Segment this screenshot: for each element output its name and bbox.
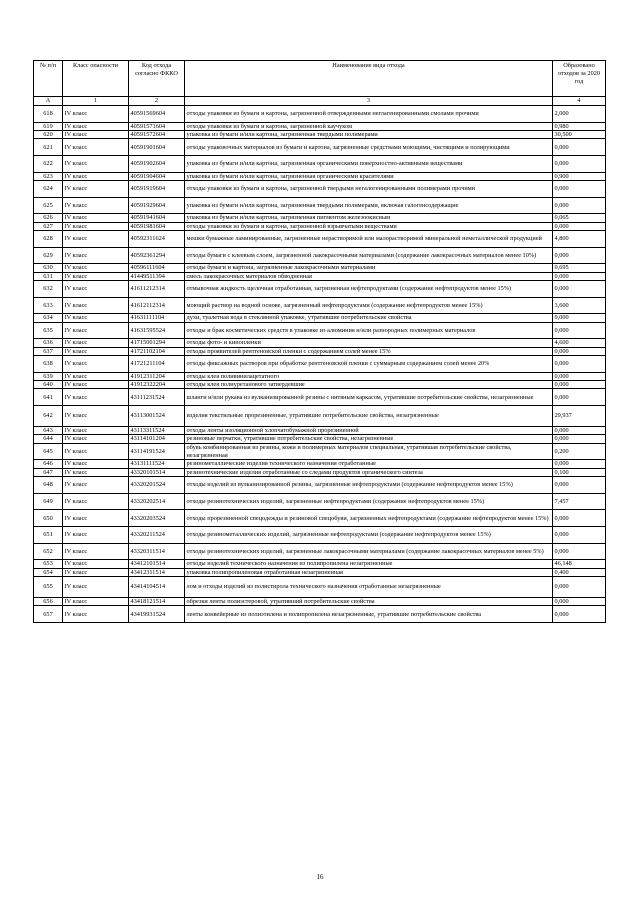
row-number: 635 <box>34 322 63 339</box>
hazard-class: IV класс <box>63 339 129 347</box>
hazard-class: IV класс <box>63 264 129 272</box>
table-row <box>34 543 606 560</box>
hazard-class: IV класс <box>63 543 129 560</box>
generated-amount: 0,000 <box>553 389 606 406</box>
row-number: 656 <box>34 598 63 606</box>
waste-name: отмывочная жидкость щелочная отработанная, загрязненная нефтепродуктами (содержание нефтепродуктов менее 15%) <box>185 281 553 298</box>
waste-name: отходы ленты изоляционной хлопчатобумажной прорезиненной <box>185 427 553 435</box>
table-row <box>34 493 606 510</box>
hazard-class: IV класс <box>63 172 129 180</box>
waste-name: моющий раствор на водной основе, загрязненный нефтепродуктами (содержание нефтепродуктов менее 15%) <box>185 297 553 314</box>
table-row <box>34 527 606 544</box>
generated-amount: 0,000 <box>553 510 606 527</box>
row-number: 639 <box>34 372 63 380</box>
generated-amount: 0,000 <box>553 356 606 373</box>
hazard-class: IV класс <box>63 181 129 198</box>
row-number: 637 <box>34 347 63 355</box>
waste-name: отходы упаковки из бумаги и картона, загрязненной твердыми негалогенированными полимерами прочими <box>185 181 553 198</box>
hazard-class: IV класс <box>63 347 129 355</box>
waste-code: 43114191524 <box>129 443 185 460</box>
hazard-class: IV класс <box>63 443 129 460</box>
table-row <box>34 339 606 347</box>
waste-name: отходы резинометаллических изделий, загрязненные нефтепродуктами (содержание нефтепродуктов менее 15%) <box>185 527 553 544</box>
column-index: А <box>34 97 63 106</box>
waste-name: отходы и брак косметических средств в упаковке из алюминия и/или разнородных полимерных материалов <box>185 322 553 339</box>
row-number: 631 <box>34 272 63 280</box>
waste-name: отходы упаковки из бумаги и картона, загрязненной каучуком <box>185 122 553 130</box>
table-row <box>34 156 606 173</box>
generated-amount: 0,900 <box>553 172 606 180</box>
waste-code: 41612112314 <box>129 297 185 314</box>
waste-name: отходы резинотехнических изделий, загрязненные нефтепродуктами (содержание нефтепродуктов менее 15%) <box>185 493 553 510</box>
row-number: 641 <box>34 389 63 406</box>
row-number: 620 <box>34 131 63 139</box>
table-row <box>34 598 606 606</box>
generated-amount: 0,100 <box>553 468 606 476</box>
row-number: 628 <box>34 231 63 248</box>
table-row <box>34 460 606 468</box>
generated-amount: 0,000 <box>553 281 606 298</box>
waste-code: 41721102104 <box>129 347 185 355</box>
row-number: 655 <box>34 577 63 598</box>
header-waste-name: Наименование вида отхода <box>185 61 553 97</box>
row-number: 633 <box>34 297 63 314</box>
generated-amount: 0,695 <box>553 264 606 272</box>
column-index: 4 <box>553 97 606 106</box>
hazard-class: IV класс <box>63 231 129 248</box>
header-waste-code: Код отхода согласно ФККО <box>129 61 185 97</box>
table-row <box>34 122 606 130</box>
hazard-class: IV класс <box>63 477 129 494</box>
waste-name: отходы упаковки из бумаги и картона, загрязненной взрывчатыми веществами <box>185 222 553 230</box>
generated-amount: 0,000 <box>553 181 606 198</box>
row-number: 644 <box>34 435 63 443</box>
table-row <box>34 568 606 576</box>
header-number: № п/п <box>34 61 63 97</box>
waste-code: 40591901604 <box>129 139 185 156</box>
generated-amount: 2,000 <box>553 106 606 123</box>
waste-code: 43414104514 <box>129 577 185 598</box>
waste-code: 43111231524 <box>129 389 185 406</box>
waste-code: 43113311524 <box>129 427 185 435</box>
table-row <box>34 172 606 180</box>
column-index: 1 <box>63 97 129 106</box>
waste-name: обрезки ленты полиэстеровой, утративший потребительские свойства <box>185 598 553 606</box>
column-index: 3 <box>185 97 553 106</box>
row-number: 630 <box>34 264 63 272</box>
generated-amount: 0,000 <box>553 460 606 468</box>
waste-name: изделия текстильные прорезиненные, утратившие потребительские свойства, незагрязненные <box>185 406 553 427</box>
column-index: 2 <box>129 97 185 106</box>
row-number: 646 <box>34 460 63 468</box>
waste-code: 40591572604 <box>129 131 185 139</box>
row-number: 651 <box>34 527 63 544</box>
hazard-class: IV класс <box>63 527 129 544</box>
header-hazard-class: Класс опасности <box>63 61 129 97</box>
waste-code: 43320211524 <box>129 527 185 544</box>
row-number: 618 <box>34 106 63 123</box>
generated-amount: 4,800 <box>553 231 606 248</box>
generated-amount: 0,000 <box>553 477 606 494</box>
page-number: 16 <box>316 873 324 881</box>
row-number: 654 <box>34 568 63 576</box>
waste-name: упаковка из бумаги и/или картона, загрязненная твердыми полимерами <box>185 131 553 139</box>
table-row <box>34 322 606 339</box>
generated-amount: 0,000 <box>553 156 606 173</box>
waste-code: 43131111524 <box>129 460 185 468</box>
generated-amount: 0,000 <box>553 381 606 389</box>
column-index-row <box>34 97 606 106</box>
hazard-class: IV класс <box>63 214 129 222</box>
generated-amount: 0,000 <box>553 347 606 355</box>
table-row <box>34 197 606 214</box>
generated-amount: 0,000 <box>553 527 606 544</box>
waste-name: отходы бумаги и картона, загрязненные лакокрасочными материалами <box>185 264 553 272</box>
generated-amount: 0,000 <box>553 598 606 606</box>
generated-amount: 0,000 <box>553 197 606 214</box>
waste-code: 43320311514 <box>129 543 185 560</box>
waste-name: отходы фото- и кинопленки <box>185 339 553 347</box>
hazard-class: IV класс <box>63 460 129 468</box>
waste-code: 41912311204 <box>129 372 185 380</box>
table-row <box>34 214 606 222</box>
waste-code: 40591929604 <box>129 197 185 214</box>
hazard-class: IV класс <box>63 568 129 576</box>
table-row <box>34 510 606 527</box>
waste-name: отходы изделий технического назначения из полипропилена незагрязненные <box>185 560 553 568</box>
generated-amount: 0,000 <box>553 435 606 443</box>
hazard-class: IV класс <box>63 372 129 380</box>
waste-name: духи, туалетная вода в стеклянной упаковке, утратившие потребительские свойства <box>185 314 553 322</box>
hazard-class: IV класс <box>63 139 129 156</box>
generated-amount: 3,600 <box>553 297 606 314</box>
waste-code: 43320201524 <box>129 477 185 494</box>
hazard-class: IV класс <box>63 606 129 623</box>
waste-code: 40591571604 <box>129 122 185 130</box>
table-row <box>34 106 606 123</box>
waste-name: отходы прорезиненной спецодежды и резиновой спецобуви, загрязненных нефтепродуктами (содержание нефтепродуктов менее 15%) <box>185 510 553 527</box>
generated-amount: 0,000 <box>553 139 606 156</box>
table-row <box>34 443 606 460</box>
waste-code: 41715001294 <box>129 339 185 347</box>
waste-code: 43412311514 <box>129 568 185 576</box>
waste-code: 43418121514 <box>129 598 185 606</box>
hazard-class: IV класс <box>63 106 129 123</box>
waste-table <box>33 60 606 623</box>
table-row <box>34 577 606 598</box>
hazard-class: IV класс <box>63 322 129 339</box>
hazard-class: IV класс <box>63 468 129 476</box>
table-row <box>34 222 606 230</box>
waste-code: 43412101514 <box>129 560 185 568</box>
generated-amount: 0,000 <box>553 372 606 380</box>
waste-name: отходы упаковочных материалов из бумаги и картона, загрязненные средствами моющими, чистящими и полирующими <box>185 139 553 156</box>
table-row <box>34 372 606 380</box>
hazard-class: IV класс <box>63 222 129 230</box>
hazard-class: IV класс <box>63 122 129 130</box>
generated-amount: 0,065 <box>553 214 606 222</box>
waste-code: 41631111104 <box>129 314 185 322</box>
waste-code: 40592311624 <box>129 231 185 248</box>
table-row <box>34 347 606 355</box>
row-number: 624 <box>34 181 63 198</box>
waste-name: ленты конвейерные из полиэтилена и полипропилена незагрязненные, утратившие потребительские свойства <box>185 606 553 623</box>
waste-name: упаковка из бумаги и/или картона, загрязненная органическими поверхностно-активными веществами <box>185 156 553 173</box>
row-number: 625 <box>34 197 63 214</box>
waste-code: 41449511394 <box>129 272 185 280</box>
row-number: 640 <box>34 381 63 389</box>
hazard-class: IV класс <box>63 272 129 280</box>
hazard-class: IV класс <box>63 427 129 435</box>
waste-code: 40591902604 <box>129 156 185 173</box>
waste-code: 40591904604 <box>129 172 185 180</box>
waste-name: отходы клея полиуретанового затвердевшие <box>185 381 553 389</box>
hazard-class: IV класс <box>63 510 129 527</box>
row-number: 638 <box>34 356 63 373</box>
hazard-class: IV класс <box>63 435 129 443</box>
row-number: 657 <box>34 606 63 623</box>
table-row <box>34 297 606 314</box>
row-number: 648 <box>34 477 63 494</box>
hazard-class: IV класс <box>63 281 129 298</box>
row-number: 623 <box>34 172 63 180</box>
table-row <box>34 181 606 198</box>
row-number: 632 <box>34 281 63 298</box>
generated-amount: 0,000 <box>553 314 606 322</box>
waste-name: шланги и/или рукава из вулканизированной резины с нитяным каркасом, утратившие потребительские свойства, незагрязненные <box>185 389 553 406</box>
generated-amount: 4,600 <box>553 339 606 347</box>
generated-amount: 0,000 <box>553 272 606 280</box>
waste-name: отходы фиксажных растворов при обработке рентгеновской пленки с суммарным содержанием солей менее 20% <box>185 356 553 373</box>
row-number: 634 <box>34 314 63 322</box>
hazard-class: IV класс <box>63 560 129 568</box>
row-number: 645 <box>34 443 63 460</box>
generated-amount: 46,148 <box>553 560 606 568</box>
table-row <box>34 435 606 443</box>
waste-code: 43320202514 <box>129 493 185 510</box>
row-number: 627 <box>34 222 63 230</box>
row-number: 652 <box>34 543 63 560</box>
table-row <box>34 406 606 427</box>
generated-amount: 30,500 <box>553 131 606 139</box>
waste-name: лом и отходы изделий из полистирола технического назначения отработанные незагрязненные <box>185 577 553 598</box>
waste-code: 43320203524 <box>129 510 185 527</box>
waste-name: обувь комбинированная из резины, кожи и полимерных материалов специальная, утратившая потребительские свойства, незагрязненная <box>185 443 553 460</box>
waste-code: 40591941604 <box>129 214 185 222</box>
generated-amount: 0,000 <box>553 606 606 623</box>
generated-amount: 0,000 <box>553 322 606 339</box>
waste-name: отходы резинотехнических изделий, загрязненные лакокрасочными материалами (содержание лакокрасочных материалов менее 5%) <box>185 543 553 560</box>
generated-amount: 0,000 <box>553 543 606 560</box>
waste-code: 43419931524 <box>129 606 185 623</box>
waste-name: упаковка полипропиленовая отработанная незагрязненная <box>185 568 553 576</box>
waste-name: отходы бумаги с клеевым слоем, загрязненной лакокрасочными материалами (содержание лакокрасочных материалов менее 10%) <box>185 247 553 264</box>
table-row <box>34 477 606 494</box>
generated-amount: 0,000 <box>553 577 606 598</box>
table-row <box>34 356 606 373</box>
hazard-class: IV класс <box>63 381 129 389</box>
hazard-class: IV класс <box>63 598 129 606</box>
waste-code: 40591919604 <box>129 181 185 198</box>
waste-code: 43113001524 <box>129 406 185 427</box>
hazard-class: IV класс <box>63 314 129 322</box>
table-row <box>34 468 606 476</box>
generated-amount: 0,000 <box>553 222 606 230</box>
waste-code: 40592361294 <box>129 247 185 264</box>
hazard-class: IV класс <box>63 406 129 427</box>
table-row <box>34 272 606 280</box>
waste-name: резиновые перчатки, утратившие потребительские свойства, незагрязненные <box>185 435 553 443</box>
row-number: 649 <box>34 493 63 510</box>
waste-name: отходы клея поливинилацетатного <box>185 372 553 380</box>
waste-name: отходы изделий из вулканизированной резины, загрязненные нефтепродуктами (содержание нефтепродуктов менее 15%) <box>185 477 553 494</box>
row-number: 621 <box>34 139 63 156</box>
hazard-class: IV класс <box>63 131 129 139</box>
hazard-class: IV класс <box>63 156 129 173</box>
hazard-class: IV класс <box>63 356 129 373</box>
table-row <box>34 131 606 139</box>
waste-name: резинотехнические изделия отработанные со следами продуктов органического синтеза <box>185 468 553 476</box>
hazard-class: IV класс <box>63 493 129 510</box>
generated-amount: 0,200 <box>553 443 606 460</box>
table-row <box>34 264 606 272</box>
hazard-class: IV класс <box>63 247 129 264</box>
waste-code: 41631595524 <box>129 322 185 339</box>
row-number: 629 <box>34 247 63 264</box>
generated-amount: 0,000 <box>553 427 606 435</box>
row-number: 626 <box>34 214 63 222</box>
waste-name: упаковка из бумаги и/или картона, загрязненная твердыми полимерами, включая галогенсодержащие <box>185 197 553 214</box>
row-number: 619 <box>34 122 63 130</box>
waste-code: 40591569604 <box>129 106 185 123</box>
table-row <box>34 389 606 406</box>
hazard-class: IV класс <box>63 297 129 314</box>
generated-amount: 0,000 <box>553 247 606 264</box>
generated-amount: 0,400 <box>553 568 606 576</box>
row-number: 642 <box>34 406 63 427</box>
waste-name: смесь лакокрасочных материалов обводненная <box>185 272 553 280</box>
waste-code: 43320101514 <box>129 468 185 476</box>
hazard-class: IV класс <box>63 389 129 406</box>
table-row <box>34 381 606 389</box>
row-number: 650 <box>34 510 63 527</box>
waste-name: резинометаллические изделия технического назначения отработанные <box>185 460 553 468</box>
waste-name: мешки бумажные ламинированные, загрязненные нерастворимой или малорастворимой минеральной неметаллической продукцией <box>185 231 553 248</box>
waste-name: отходы проявителей рентгеновской пленки с содержанием солей менее 15% <box>185 347 553 355</box>
row-number: 636 <box>34 339 63 347</box>
table-row <box>34 314 606 322</box>
waste-name: упаковка из бумаги и/или картона, загрязненная пигментом железоокисным <box>185 214 553 222</box>
generated-amount: 7,457 <box>553 493 606 510</box>
hazard-class: IV класс <box>63 197 129 214</box>
waste-code: 40596111604 <box>129 264 185 272</box>
row-number: 653 <box>34 560 63 568</box>
table-body <box>34 106 606 623</box>
row-number: 622 <box>34 156 63 173</box>
table-row <box>34 281 606 298</box>
waste-name: отходы упаковки из бумаги и картона, загрязненной отвержденными неглагенированными смолами прочими <box>185 106 553 123</box>
table-row <box>34 606 606 623</box>
table-row <box>34 247 606 264</box>
waste-code: 43114101204 <box>129 435 185 443</box>
waste-code: 41721211104 <box>129 356 185 373</box>
table-header <box>34 61 606 106</box>
table-row <box>34 560 606 568</box>
table-row <box>34 139 606 156</box>
header-generated-2020: Образовано отходов за 2020 год <box>553 61 606 97</box>
waste-code: 41611212314 <box>129 281 185 298</box>
hazard-class: IV класс <box>63 577 129 598</box>
waste-code: 41912322204 <box>129 381 185 389</box>
row-number: 647 <box>34 468 63 476</box>
table-row <box>34 231 606 248</box>
waste-name: упаковка из бумаги и/или картона, загрязненная органическими красителями <box>185 172 553 180</box>
row-number: 643 <box>34 427 63 435</box>
waste-code: 40591981604 <box>129 222 185 230</box>
generated-amount: 29,937 <box>553 406 606 427</box>
generated-amount: 0,980 <box>553 122 606 130</box>
table-row <box>34 427 606 435</box>
